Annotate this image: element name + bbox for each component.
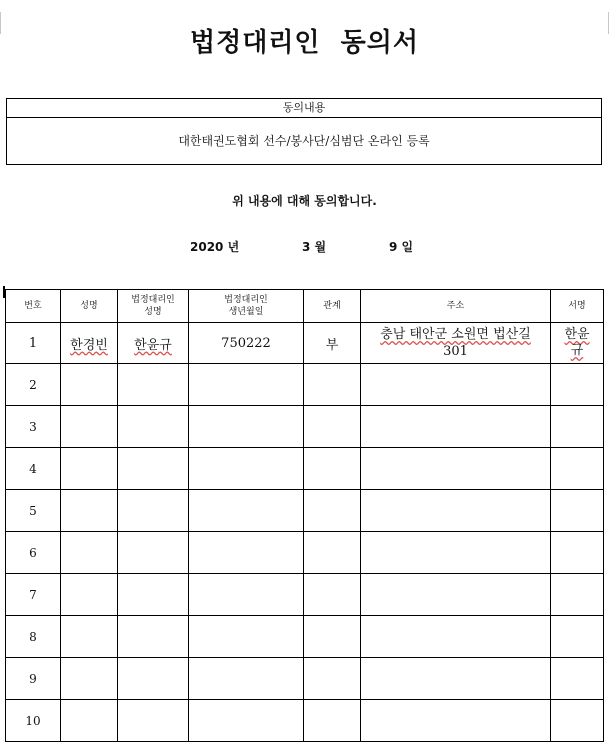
table-row [6, 700, 604, 742]
row-no: 8 [6, 616, 61, 658]
row-signature [551, 490, 604, 532]
row-no: 3 [6, 406, 61, 448]
row-address [361, 574, 551, 616]
row-signature [551, 616, 604, 658]
row-address [361, 406, 551, 448]
row-name [61, 658, 118, 700]
row-birth [189, 364, 304, 406]
row-signature-line1: 한윤 [564, 327, 590, 342]
row-name [61, 532, 118, 574]
row-birth: 750222 [189, 323, 304, 364]
row-birth [189, 406, 304, 448]
row-no: 10 [6, 700, 61, 742]
row-birth [189, 616, 304, 658]
row-no: 9 [6, 658, 61, 700]
row-birth [189, 448, 304, 490]
row-address [361, 364, 551, 406]
row-address [361, 323, 551, 364]
row-address [361, 532, 551, 574]
row-birth [189, 658, 304, 700]
row-address-line1: 충남 태안군 소원면 법산길 [380, 327, 531, 342]
consent-body: 대한태권도협회 선수/봉사단/심범단 온라인 등록 [178, 134, 430, 148]
date-day: 9 일 [389, 240, 414, 254]
consent-header: 동의내용 [7, 99, 601, 118]
row-guardian [118, 700, 189, 742]
row-signature-line2: 규 [570, 343, 584, 358]
row-address [361, 658, 551, 700]
row-relation [304, 658, 361, 700]
row-guardian [118, 364, 189, 406]
row-relation [304, 616, 361, 658]
table-row [6, 323, 604, 364]
row-signature [551, 532, 604, 574]
row-guardian-text: 한윤규 [134, 337, 172, 353]
row-guardian [118, 658, 189, 700]
row-no: 1 [6, 323, 61, 364]
row-signature [551, 700, 604, 742]
document-title: 법정대리인 동의서 [189, 28, 420, 58]
table-header-row [6, 290, 604, 323]
table-row [6, 406, 604, 448]
row-relation [304, 364, 361, 406]
table-row [6, 490, 604, 532]
header-relation: 관계 [304, 290, 361, 323]
date-year: 2020 년 [190, 240, 240, 254]
date-month: 3 월 [302, 240, 327, 254]
row-name [61, 448, 118, 490]
row-signature [551, 364, 604, 406]
row-guardian [118, 490, 189, 532]
table-row [6, 574, 604, 616]
row-relation [304, 532, 361, 574]
row-guardian [118, 448, 189, 490]
row-address [361, 448, 551, 490]
header-guardian-birth-line1: 법정대리인 [224, 295, 268, 305]
row-relation [304, 406, 361, 448]
table-row [6, 448, 604, 490]
row-address [361, 490, 551, 532]
row-signature [551, 406, 604, 448]
row-no: 5 [6, 490, 61, 532]
row-address-line2: 301 [443, 344, 468, 359]
row-guardian [118, 574, 189, 616]
row-no: 2 [6, 364, 61, 406]
row-name [61, 364, 118, 406]
consent-box [6, 98, 602, 165]
table-row [6, 364, 604, 406]
row-relation [304, 490, 361, 532]
header-guardian-name-line1: 법정대리인 [131, 295, 175, 305]
row-birth [189, 490, 304, 532]
row-name [61, 700, 118, 742]
header-no: 번호 [6, 290, 61, 323]
table-row [6, 658, 604, 700]
header-guardian-birth [189, 290, 304, 323]
row-relation [304, 448, 361, 490]
row-no: 4 [6, 448, 61, 490]
row-relation [304, 700, 361, 742]
header-address: 주소 [361, 290, 551, 323]
guardian-roster-table [5, 289, 604, 742]
row-signature [551, 574, 604, 616]
table-row [6, 616, 604, 658]
header-guardian-name [118, 290, 189, 323]
row-name [61, 616, 118, 658]
row-guardian [118, 323, 189, 364]
row-birth [189, 532, 304, 574]
row-signature [551, 658, 604, 700]
row-name-text: 한경빈 [70, 337, 108, 353]
row-name [61, 574, 118, 616]
row-guardian [118, 616, 189, 658]
row-relation [304, 574, 361, 616]
row-name [61, 406, 118, 448]
row-address [361, 616, 551, 658]
row-no: 6 [6, 532, 61, 574]
row-guardian [118, 406, 189, 448]
header-guardian-birth-line2: 생년월일 [228, 307, 264, 317]
table-row [6, 532, 604, 574]
row-name [61, 490, 118, 532]
row-birth [189, 700, 304, 742]
header-signature: 서명 [551, 290, 604, 323]
header-guardian-name-line2: 성명 [144, 307, 162, 317]
row-name [61, 323, 118, 364]
row-signature [551, 448, 604, 490]
agreement-statement: 위 내용에 대해 동의합니다. [232, 194, 377, 208]
row-signature [551, 323, 604, 364]
row-relation: 부 [304, 323, 361, 364]
header-name: 성명 [61, 290, 118, 323]
row-no: 7 [6, 574, 61, 616]
row-birth [189, 574, 304, 616]
row-guardian [118, 532, 189, 574]
row-address [361, 700, 551, 742]
